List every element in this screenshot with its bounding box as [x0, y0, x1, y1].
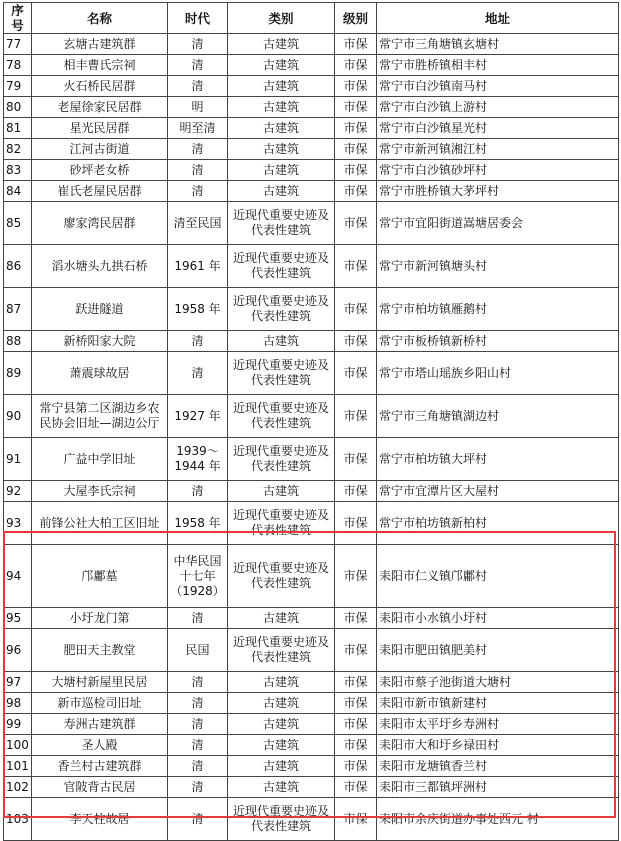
cell-era: 清	[168, 331, 228, 352]
cell-level: 市保	[335, 798, 377, 841]
table-row	[4, 331, 619, 352]
cell-level: 市保	[335, 545, 377, 608]
header-address: 地址	[377, 3, 619, 34]
cell-address: 常宁市三角塘镇玄塘村	[377, 34, 619, 55]
heritage-sites-table	[3, 2, 619, 841]
cell-era: 明	[168, 97, 228, 118]
cell-name: 新市巡检司旧址	[32, 693, 168, 714]
cell-level: 市保	[335, 395, 377, 438]
cell-type: 近现代重要史迹及代表性建筑	[228, 502, 335, 545]
cell-era: 清	[168, 76, 228, 97]
header-level: 级别	[335, 3, 377, 34]
cell-address: 常宁市三角塘镇湖边村	[377, 395, 619, 438]
cell-type: 古建筑	[228, 55, 335, 76]
cell-name: 新桥阳家大院	[32, 331, 168, 352]
cell-name: 常宁县第二区湖边乡农民协会旧址—湖边公厅	[32, 395, 168, 438]
cell-type: 近现代重要史迹及代表性建筑	[228, 545, 335, 608]
cell-level: 市保	[335, 34, 377, 55]
cell-address: 耒阳市蔡子池街道大塘村	[377, 672, 619, 693]
cell-address: 耒阳市新市镇新建村	[377, 693, 619, 714]
cell-address: 耒阳市龙塘镇香兰村	[377, 756, 619, 777]
cell-name: 邝鄘墓	[32, 545, 168, 608]
cell-level: 市保	[335, 608, 377, 629]
header-type: 类别	[228, 3, 335, 34]
cell-level: 市保	[335, 139, 377, 160]
cell-name: 萧震球故居	[32, 352, 168, 395]
cell-name: 李天柱故居	[32, 798, 168, 841]
cell-name: 肥田天主教堂	[32, 629, 168, 672]
cell-type: 古建筑	[228, 481, 335, 502]
cell-name: 星光民居群	[32, 118, 168, 139]
cell-address: 耒阳市太平圩乡寿洲村	[377, 714, 619, 735]
header-era: 时代	[168, 3, 228, 34]
table-row	[4, 481, 619, 502]
cell-no: 94	[4, 545, 32, 608]
cell-no: 87	[4, 288, 32, 331]
cell-no: 101	[4, 756, 32, 777]
cell-no: 102	[4, 777, 32, 798]
cell-era: 清	[168, 693, 228, 714]
cell-type: 近现代重要史迹及代表性建筑	[228, 395, 335, 438]
cell-address: 耒阳市余庆街道办事处西元 村	[377, 798, 619, 841]
cell-type: 古建筑	[228, 608, 335, 629]
cell-level: 市保	[335, 181, 377, 202]
cell-level: 市保	[335, 735, 377, 756]
cell-type: 古建筑	[228, 76, 335, 97]
cell-name: 寿洲古建筑群	[32, 714, 168, 735]
cell-address: 常宁市胜桥镇大茅坪村	[377, 181, 619, 202]
cell-name: 玄塘古建筑群	[32, 34, 168, 55]
cell-name: 大塘村新屋里民居	[32, 672, 168, 693]
cell-era: 中华民国十七年（1928）	[168, 545, 228, 608]
cell-no: 80	[4, 97, 32, 118]
cell-level: 市保	[335, 245, 377, 288]
cell-no: 77	[4, 34, 32, 55]
cell-no: 100	[4, 735, 32, 756]
table-row	[4, 139, 619, 160]
table-row	[4, 34, 619, 55]
table-row	[4, 672, 619, 693]
cell-type: 近现代重要史迹及代表性建筑	[228, 438, 335, 481]
cell-no: 88	[4, 331, 32, 352]
cell-no: 81	[4, 118, 32, 139]
cell-era: 清	[168, 714, 228, 735]
cell-era: 民国	[168, 629, 228, 672]
cell-address: 常宁市白沙镇南马村	[377, 76, 619, 97]
cell-name: 跃进隧道	[32, 288, 168, 331]
cell-level: 市保	[335, 481, 377, 502]
cell-no: 85	[4, 202, 32, 245]
cell-level: 市保	[335, 331, 377, 352]
cell-name: 江河古街道	[32, 139, 168, 160]
table-row	[4, 118, 619, 139]
table-row	[4, 202, 619, 245]
cell-name: 老屋徐家民居群	[32, 97, 168, 118]
cell-address: 常宁市白沙镇星光村	[377, 118, 619, 139]
cell-no: 78	[4, 55, 32, 76]
cell-level: 市保	[335, 76, 377, 97]
cell-address: 常宁市胜桥镇相丰村	[377, 55, 619, 76]
cell-no: 93	[4, 502, 32, 545]
cell-name: 前锋公社大柏工区旧址	[32, 502, 168, 545]
header-name: 名称	[32, 3, 168, 34]
table-row	[4, 735, 619, 756]
table-row	[4, 55, 619, 76]
cell-era: 清	[168, 481, 228, 502]
cell-level: 市保	[335, 55, 377, 76]
cell-level: 市保	[335, 777, 377, 798]
cell-level: 市保	[335, 97, 377, 118]
cell-type: 古建筑	[228, 97, 335, 118]
cell-address: 常宁市宜潭片区大屋村	[377, 481, 619, 502]
cell-type: 古建筑	[228, 160, 335, 181]
cell-type: 近现代重要史迹及代表性建筑	[228, 352, 335, 395]
cell-era: 1939～1944 年	[168, 438, 228, 481]
cell-era: 清	[168, 181, 228, 202]
cell-address: 常宁市塔山瑶族乡阳山村	[377, 352, 619, 395]
cell-type: 古建筑	[228, 34, 335, 55]
cell-era: 1958 年	[168, 288, 228, 331]
cell-level: 市保	[335, 693, 377, 714]
table-row	[4, 352, 619, 395]
cell-address: 耒阳市肥田镇肥美村	[377, 629, 619, 672]
cell-no: 86	[4, 245, 32, 288]
cell-no: 83	[4, 160, 32, 181]
cell-address: 耒阳市小水镇小圩村	[377, 608, 619, 629]
cell-era: 清	[168, 798, 228, 841]
cell-era: 清	[168, 608, 228, 629]
cell-era: 清	[168, 352, 228, 395]
cell-level: 市保	[335, 438, 377, 481]
cell-era: 清	[168, 756, 228, 777]
cell-address: 常宁市宜阳街道嵩塘居委会	[377, 202, 619, 245]
cell-era: 1927 年	[168, 395, 228, 438]
cell-name: 官陂背古民居	[32, 777, 168, 798]
cell-era: 清	[168, 139, 228, 160]
cell-no: 99	[4, 714, 32, 735]
cell-address: 常宁市新河镇湘江村	[377, 139, 619, 160]
cell-era: 清	[168, 777, 228, 798]
cell-level: 市保	[335, 502, 377, 545]
cell-address: 耒阳市大和圩乡禄田村	[377, 735, 619, 756]
table-row	[4, 756, 619, 777]
table-row	[4, 245, 619, 288]
table-row	[4, 502, 619, 545]
cell-no: 84	[4, 181, 32, 202]
cell-era: 清	[168, 34, 228, 55]
table-row	[4, 160, 619, 181]
cell-address: 耒阳市三都镇坪洲村	[377, 777, 619, 798]
cell-level: 市保	[335, 160, 377, 181]
cell-address: 常宁市柏坊镇雁鹅村	[377, 288, 619, 331]
cell-type: 古建筑	[228, 735, 335, 756]
cell-era: 清	[168, 55, 228, 76]
cell-type: 近现代重要史迹及代表性建筑	[228, 629, 335, 672]
cell-name: 圣人殿	[32, 735, 168, 756]
cell-no: 82	[4, 139, 32, 160]
cell-name: 砂坪老女桥	[32, 160, 168, 181]
cell-name: 香兰村古建筑群	[32, 756, 168, 777]
cell-address: 常宁市板桥镇新桥村	[377, 331, 619, 352]
cell-level: 市保	[335, 714, 377, 735]
cell-address: 常宁市柏坊镇新柏村	[377, 502, 619, 545]
cell-era: 1958 年	[168, 502, 228, 545]
cell-no: 91	[4, 438, 32, 481]
cell-address: 耒阳市仁义镇邝鄘村	[377, 545, 619, 608]
table-row	[4, 438, 619, 481]
cell-name: 大屋李氏宗祠	[32, 481, 168, 502]
header-no: 序号	[4, 3, 32, 34]
cell-level: 市保	[335, 629, 377, 672]
table-row	[4, 545, 619, 608]
table-row	[4, 798, 619, 841]
table-row	[4, 693, 619, 714]
cell-name: 滔水塘头九拱石桥	[32, 245, 168, 288]
cell-level: 市保	[335, 672, 377, 693]
cell-type: 古建筑	[228, 672, 335, 693]
cell-name: 相丰曹氏宗祠	[32, 55, 168, 76]
cell-name: 火石桥民居群	[32, 76, 168, 97]
cell-address: 常宁市白沙镇上游村	[377, 97, 619, 118]
cell-name: 小圩龙门第	[32, 608, 168, 629]
cell-no: 89	[4, 352, 32, 395]
cell-no: 95	[4, 608, 32, 629]
cell-type: 古建筑	[228, 756, 335, 777]
table-body	[4, 34, 619, 841]
cell-address: 常宁市白沙镇砂坪村	[377, 160, 619, 181]
cell-type: 古建筑	[228, 331, 335, 352]
cell-type: 古建筑	[228, 118, 335, 139]
cell-address: 常宁市柏坊镇大坪村	[377, 438, 619, 481]
cell-no: 103	[4, 798, 32, 841]
cell-type: 近现代重要史迹及代表性建筑	[228, 245, 335, 288]
cell-no: 98	[4, 693, 32, 714]
cell-name: 廖家湾民居群	[32, 202, 168, 245]
cell-type: 古建筑	[228, 181, 335, 202]
cell-no: 79	[4, 76, 32, 97]
cell-era: 清	[168, 735, 228, 756]
cell-no: 90	[4, 395, 32, 438]
cell-era: 清至民国	[168, 202, 228, 245]
cell-type: 古建筑	[228, 714, 335, 735]
cell-era: 1961 年	[168, 245, 228, 288]
cell-type: 古建筑	[228, 693, 335, 714]
cell-type: 近现代重要史迹及代表性建筑	[228, 798, 335, 841]
table-row	[4, 76, 619, 97]
cell-type: 古建筑	[228, 139, 335, 160]
cell-era: 清	[168, 672, 228, 693]
cell-name: 崔氏老屋民居群	[32, 181, 168, 202]
cell-era: 清	[168, 160, 228, 181]
table-row	[4, 629, 619, 672]
table-row	[4, 97, 619, 118]
cell-level: 市保	[335, 202, 377, 245]
cell-level: 市保	[335, 288, 377, 331]
cell-no: 92	[4, 481, 32, 502]
table-row	[4, 714, 619, 735]
cell-name: 广益中学旧址	[32, 438, 168, 481]
cell-type: 近现代重要史迹及代表性建筑	[228, 288, 335, 331]
table-row	[4, 288, 619, 331]
cell-type: 古建筑	[228, 777, 335, 798]
table-row	[4, 395, 619, 438]
cell-level: 市保	[335, 756, 377, 777]
table-header-row	[4, 3, 619, 34]
cell-no: 97	[4, 672, 32, 693]
table-row	[4, 608, 619, 629]
table-row	[4, 777, 619, 798]
cell-no: 96	[4, 629, 32, 672]
cell-type: 近现代重要史迹及代表性建筑	[228, 202, 335, 245]
cell-level: 市保	[335, 118, 377, 139]
cell-address: 常宁市新河镇塘头村	[377, 245, 619, 288]
cell-level: 市保	[335, 352, 377, 395]
table-row	[4, 181, 619, 202]
cell-era: 明至清	[168, 118, 228, 139]
